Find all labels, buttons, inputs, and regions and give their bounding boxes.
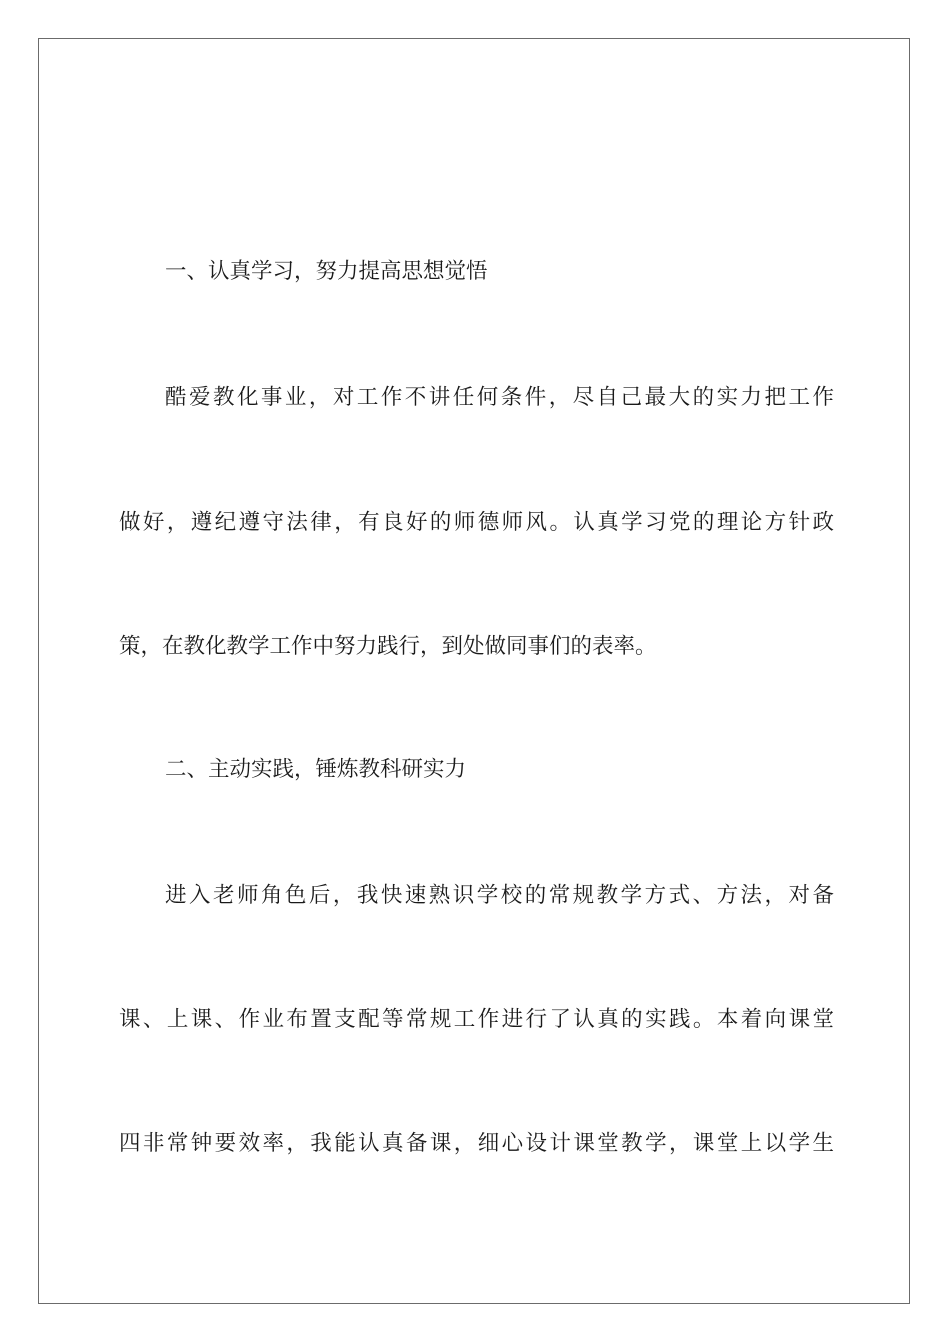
paragraph-1-line-3: 策，在教化教学工作中努力践行，到处做同事们的表率。 — [119, 634, 657, 659]
paragraph-1-line-1: 酷爱教化事业，对工作不讲任何条件，尽自己最大的实力把工作 — [165, 385, 834, 410]
document-page — [38, 38, 910, 1304]
paragraph-2-line-2: 课、上课、作业布置支配等常规工作进行了认真的实践。本着向课堂 — [119, 1007, 834, 1032]
paragraph-1-line-2: 做好，遵纪遵守法律，有良好的师德师风。认真学习党的理论方针政 — [119, 510, 834, 535]
paragraph-2-line-1: 进入老师角色后，我快速熟识学校的常规教学方式、方法，对备 — [165, 883, 834, 908]
paragraph-2-line-3: 四非常钟要效率，我能认真备课，细心设计课堂教学，课堂上以学生 — [119, 1131, 834, 1156]
section-heading-1: 一、认真学习，努力提高思想觉悟 — [165, 259, 488, 284]
section-heading-2: 二、主动实践，锤炼教科研实力 — [165, 757, 467, 782]
